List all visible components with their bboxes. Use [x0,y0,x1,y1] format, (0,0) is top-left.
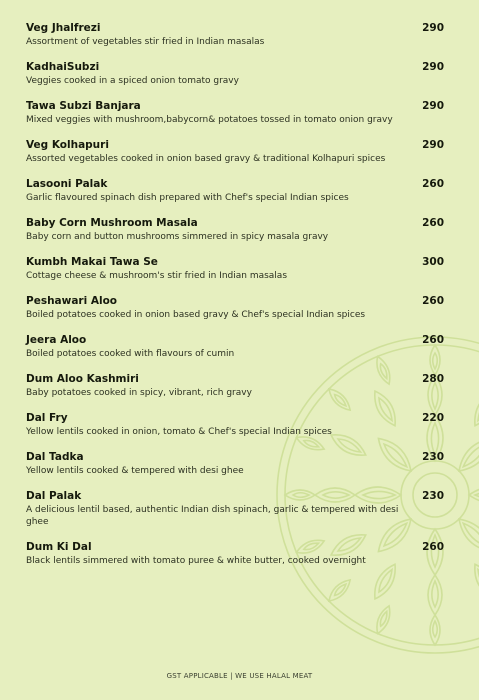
menu-item [26,295,444,321]
dish-price: 260 [422,541,444,553]
dish-name: Jeera Aloo [26,334,87,346]
dish-name: Veg Jhalfrezi [26,22,101,34]
dish-description: A delicious lentil based, authentic Indian dish spinach, garlic & tempered with desi ghee [26,505,399,527]
footer-note: GST APPLICABLE | WE USE HALAL MEAT [166,672,313,680]
dish-description: Cottage cheese & mushroom's stir fried in Indian masalas [26,271,288,281]
dish-price: 300 [422,256,444,268]
dish-description: Baby corn and button mushrooms simmered in spicy masala gravy [26,232,329,242]
mandala-petal-inner [376,568,394,594]
dish-name: Dal Tadka [26,451,84,463]
mandala-petal-inner [432,581,438,607]
menu-list [26,22,444,567]
menu-item [26,139,444,165]
dish-description: Baby potatoes cooked in spicy, vibrant, rich gravy [26,388,252,398]
mandala-petal-inner [333,583,347,597]
dish-price: 230 [422,451,444,463]
dish-price: 280 [422,373,444,385]
dish-description: Boiled potatoes cooked with flavours of cumin [26,349,235,359]
dish-price: 260 [422,334,444,346]
dish-description: Yellow lentils cooked & tempered with desi ghee [26,466,244,476]
dish-name: Dum Aloo Kashmiri [26,373,139,385]
dish-name: Peshawari Aloo [26,295,117,307]
mandala-petal [469,388,479,430]
mandala-petal [469,561,479,603]
dish-description: Yellow lentils cooked in onion, tomato & Chef's special Indian spices [26,427,332,437]
menu-item [26,100,444,126]
mandala-petal-inner [461,442,479,470]
mandala-petal-inner [379,611,389,628]
mandala-petal-inner [475,491,479,498]
menu-item [26,412,444,438]
mandala-petal [373,604,394,636]
dish-description: Assorted vegetables cooked in onion based gravy & traditional Kolhapuri spices [26,154,386,164]
dish-price: 290 [422,100,444,112]
dish-price: 290 [422,22,444,34]
menu-item [26,178,444,204]
dish-description: Garlic flavoured spinach dish prepared with Chef's special Indian spices [26,193,349,203]
dish-price: 290 [422,139,444,151]
dish-name: Kumbh Makai Tawa Se [26,256,158,268]
dish-price: 260 [422,178,444,190]
dish-price: 260 [422,295,444,307]
dish-name: Baby Corn Mushroom Masala [26,217,198,229]
mandala-petal [325,576,353,604]
dish-description: Assortment of vegetables stir fried in Indian masalas [26,37,265,47]
menu-item [26,22,444,48]
mandala-petal [428,575,442,615]
dish-name: KadhaiSubzi [26,61,100,73]
dish-name: Dal Palak [26,490,82,502]
menu-item [26,541,444,567]
dish-name: Tawa Subzi Banjara [26,100,141,112]
menu-item [26,373,444,399]
dish-price: 290 [422,61,444,73]
menu-item [26,451,444,477]
dish-description: Black lentils simmered with tomato puree & white butter, cooked overnight [26,556,366,566]
dish-description: Mixed veggies with mushroom,babycorn& potatoes tossed in tomato onion gravy [26,115,393,125]
mandala-petal-inner [475,396,479,422]
dish-price: 220 [422,412,444,424]
mandala-petal-inner [461,521,479,549]
dish-description: Veggies cooked in a spiced onion tomato gravy [26,76,239,86]
menu-item [26,61,444,87]
menu-item [26,217,444,243]
menu-item [26,256,444,282]
mandala-petal [430,615,440,645]
dish-price: 260 [422,217,444,229]
mandala-petal [469,487,479,503]
menu-item [26,490,444,528]
mandala-petal [369,561,401,603]
mandala-petal-inner [433,621,438,637]
dish-description: Boiled potatoes cooked in onion based gravy & Chef's special Indian spices [26,310,366,320]
menu-item [26,334,444,360]
mandala-petal-inner [475,568,479,594]
dish-name: Dum Ki Dal [26,541,92,553]
mandala-petal [453,513,479,557]
dish-name: Dal Fry [26,412,68,424]
mandala-petal [453,433,479,477]
dish-price: 230 [422,490,444,502]
dish-name: Veg Kolhapuri [26,139,109,151]
dish-name: Lasooni Palak [26,178,108,190]
